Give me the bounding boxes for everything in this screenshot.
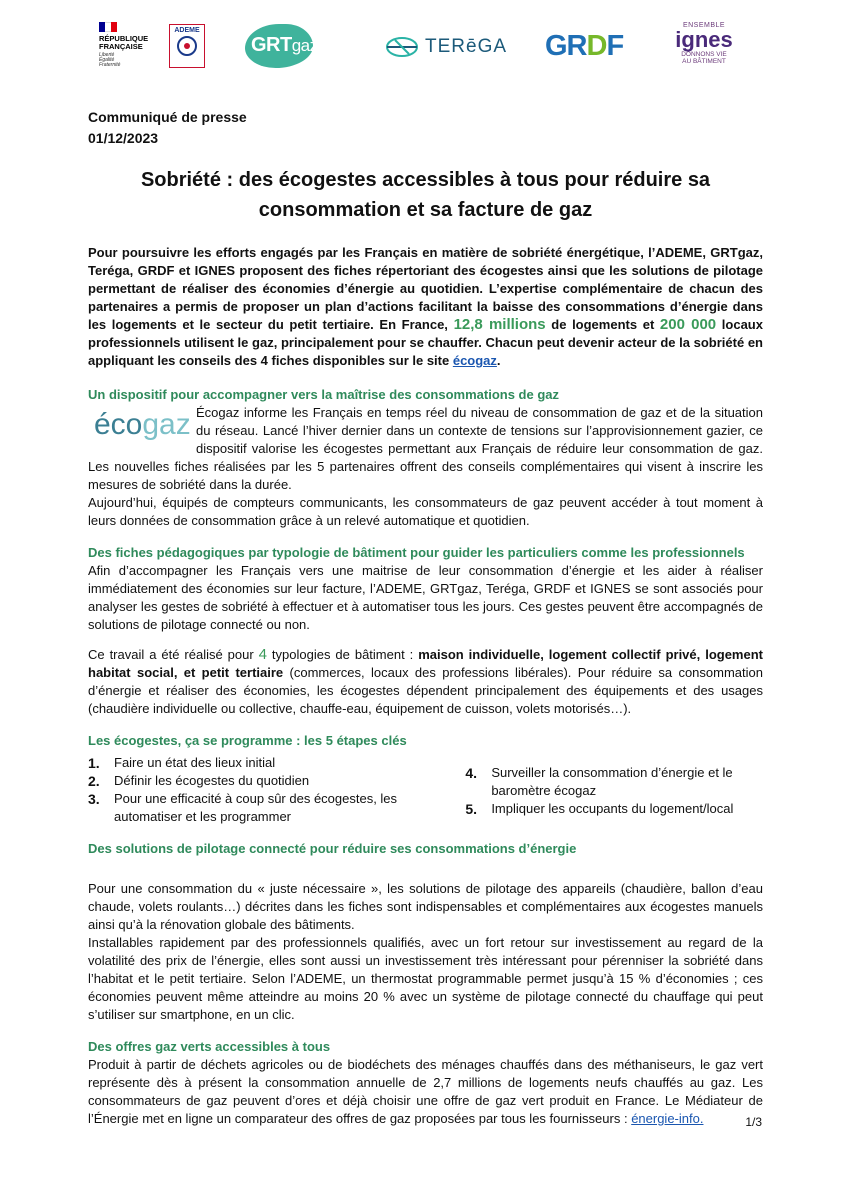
section5-heading: Des offres gaz verts accessibles à tous — [88, 1039, 331, 1054]
step-item — [88, 790, 435, 826]
press-release-header — [88, 107, 247, 149]
section1-paragraph-1: Écogaz informe les Français en temps réel du niveau de consommation de gaz et de la situation du réseau. Lancé l’hiver dernier dans un contexte de tensions sur l’approvisionnement gazier, ce dispositif valorise les écogestes permettant aux Français de réduire leur consommation de gaz. Les nouvelles fiches réalisées par les 5 partenaires offrent des conseils complémentaires qui visent à inscrire les mesures de sobriété dans la durée. — [88, 405, 763, 492]
steps-column-left — [88, 754, 435, 826]
page-number: 1/3 — [745, 1115, 762, 1129]
grdf-logo — [545, 30, 623, 63]
republique-francaise-logo — [99, 22, 161, 68]
terega-wordmark: TERēGA — [425, 36, 508, 57]
step-item — [88, 754, 435, 772]
stat-logements: 12,8 millions — [453, 316, 546, 333]
steps-list — [88, 754, 763, 826]
step-text: Impliquer les occupants du logement/local — [491, 801, 734, 816]
document-body — [88, 244, 763, 1128]
step-text: Pour une efficacité à coup sûr des écogestes, les automatiser et les programmer — [114, 791, 398, 824]
intro-text-1: Pour poursuivre les efforts engagés par les Français en matière de sobriété énergétique, l’ADEME, GRTgaz, Teréga, GRDF et IGNES proposent des fiches répertoriant des écogestes ainsi que les solutions de pilotage permettant de réaliser des économies d’énergie au quotidien. L’expertise complémentaire de chacun des partenaires a permis de proposer un plan d’actions facilitant la baisse des consommations d’énergie dans les logements et le secteur du petit tertiaire. En France, — [88, 245, 763, 332]
step-item — [88, 772, 435, 790]
grtgaz-grt: GRT — [251, 34, 292, 56]
ignes-ensemble: ENSEMBLE — [682, 22, 726, 29]
step-text: Surveiller la consommation d’énergie et le baromètre écogaz — [491, 765, 733, 798]
republique-motto: Liberté Égalité Fraternité — [99, 52, 121, 68]
section2-text-b: typologies de bâtiment : — [266, 647, 419, 662]
stat-locaux: 200 000 — [659, 316, 717, 333]
step-number: 2. — [88, 773, 100, 789]
ignes-tagline: DONNONS VIE AU BÂTIMENT — [681, 51, 727, 65]
terega-mark-icon — [385, 36, 419, 58]
page-title: Sobriété : des écogestes accessibles à tous pour réduire sa consommation et sa facture de gaz — [140, 169, 711, 221]
section2-paragraph-1: Afin d’accompagner les Français vers une maitrise de leur consommation d’énergie et les aider à réaliser immédiatement des économies sur leur facture, l’ADEME, GRTgaz, Teréga, GRDF et IGNES se sont associés pour analyser les gestes de sobriété à effectuer et à automatiser tous les jours. Ces gestes peuvent être accompagnés de solutions de pilotage connecté ou non. — [88, 563, 763, 632]
press-release-label: Communiqué de presse — [88, 109, 247, 125]
section2-paragraph-2 — [88, 646, 763, 718]
section2-typologies: maison individuelle, logement collectif privé, logement habitat social, et petit tertiaire — [88, 647, 763, 680]
step-number: 4. — [465, 765, 477, 781]
section2-text-a: Ce travail a été réalisé pour — [88, 647, 259, 662]
intro-text-2: de logements et — [545, 317, 660, 332]
step-number: 1. — [88, 755, 100, 771]
partner-logos — [95, 22, 755, 80]
ecogaz-logo-eco: éco — [94, 408, 143, 441]
section5-text: Produit à partir de déchets agricoles ou de biodéchets des ménages chauffés dans des méthaniseurs, le gaz vert représente dès à présent la consommation annuelle de 2,7 millions de logements neufs chauffés au gaz. Les consommateurs de gaz peuvent d’ores et déjà choisir une offre de gaz vert produit en France. Le Médiateur de l’Énergie met en ligne un comparateur des offres de gaz proposées par tous les fournisseurs : — [88, 1057, 763, 1126]
step-text: Définir les écogestes du quotidien — [114, 773, 310, 788]
section1-paragraph-2: Aujourd’hui, équipés de compteurs communicants, les consommateurs de gaz peuvent accéder à tout moment à leurs données de consommation grâce à un relevé automatique et quotidien. — [88, 495, 763, 528]
section4-heading: Des solutions de pilotage connecté pour réduire ses consommations d’énergie — [88, 841, 577, 856]
step-item — [465, 764, 763, 800]
step-text: Faire un état des lieux initial — [114, 755, 276, 770]
grdf-gr: GR — [545, 30, 587, 62]
section4-paragraph-2: Installables rapidement par des professionnels qualifiés, avec un fort retour sur investissement au regard de la volatilité des prix de l’énergie, elles sont aussi un investissement très intéressant pour pérenniser la sobriété dans l’habitat et le petit tertiaire. Selon l’ADEME, un thermostat programmable permet jusqu’à 15 % d’économies ; ces économies peuvent même atteindre au moins 20 % avec un système de pilotage connecté du chauffage qui peut s’utiliser sur smartphone, en un clic. — [88, 935, 763, 1022]
ignes-wordmark: ignes — [675, 27, 733, 52]
section3-heading: Les écogestes, ça se programme : les 5 étapes clés — [88, 733, 407, 748]
press-release-date: 01/12/2023 — [88, 130, 159, 146]
intro-paragraph — [88, 244, 763, 370]
ecogaz-logo-gaz: gaz — [142, 408, 191, 441]
intro-text-3: locaux professionnels utilisent le gaz, principalement pour se chauffer. Chacun peut devenir acteur de la sobriété en appliquant les conseils des 4 fiches disponibles sur le site — [88, 317, 763, 368]
section4-paragraph-1: Pour une consommation du « juste nécessaire », les solutions de pilotage des appareils (chaudière, ballon d’eau chaude, volets roulants…) décrites dans les fiches sont indispensables et complémentaires aux écogestes manuels ainsi qu’à la rénovation globale des bâtiments. — [88, 881, 763, 932]
ignes-logo — [670, 22, 738, 65]
republique-francaise-text: RÉPUBLIQUE FRANÇAISE — [99, 34, 149, 51]
section5-paragraph — [88, 1056, 763, 1128]
ecogaz-link[interactable]: écogaz — [452, 353, 497, 368]
grtgaz-logo — [245, 24, 318, 68]
grdf-f: F — [606, 30, 624, 62]
ademe-logo — [169, 24, 205, 68]
section2-heading: Des fiches pédagogiques par typologie de bâtiment pour guider les particuliers comme les professionnels — [88, 545, 745, 560]
step-item — [465, 800, 763, 818]
terega-logo — [385, 34, 507, 60]
typologies-count: 4 — [258, 646, 267, 663]
ecogaz-logo — [88, 408, 191, 444]
steps-column-right — [465, 764, 763, 826]
ademe-wordmark: ADEME — [174, 27, 200, 34]
grtgaz-gaz: gaz — [291, 36, 318, 55]
step-number: 5. — [465, 801, 477, 817]
section1-body — [88, 404, 763, 494]
french-flag-icon — [99, 22, 117, 32]
section2-text-c: (commerces, locaux des professions libérales). Pour réduire sa consommation d’énergie et réaliser des économies, les écogestes dépendent principalement des équipements et des usages (chaudière individuelle ou collective, chauffe-eau, équipement de cuisson, volets motorisés…). — [88, 665, 763, 716]
energie-info-link[interactable]: énergie-info. — [631, 1111, 704, 1126]
section1-heading: Un dispositif pour accompagner vers la maîtrise des consommations de gaz — [88, 387, 560, 402]
ademe-emblem-icon — [177, 36, 197, 56]
grdf-d: D — [586, 30, 607, 62]
step-number: 3. — [88, 791, 100, 807]
intro-end: . — [496, 353, 501, 368]
